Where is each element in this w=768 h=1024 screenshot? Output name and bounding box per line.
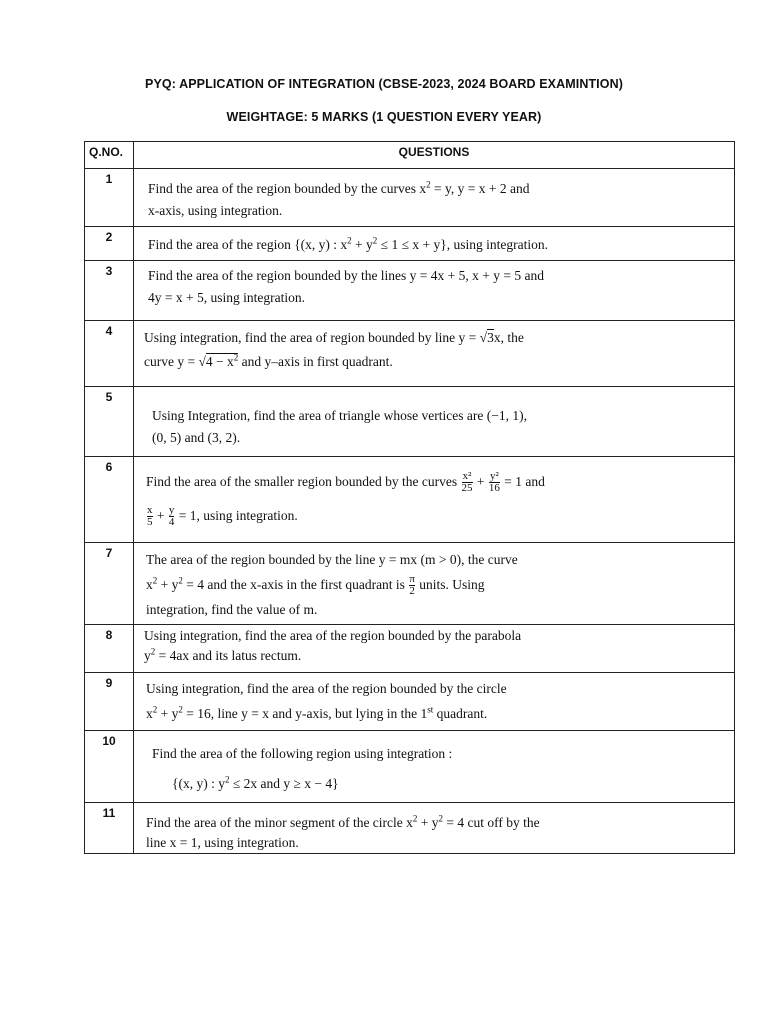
question-text: Find the area of the minor segment of the circle $x^2 + y^2 = 4$ cut off by the line x = 1, using integration. [134,803,735,854]
table-row [85,543,735,625]
question-number: 11 [85,803,134,854]
question-text: Find the area of the region {(x, y) : $x^2 + y^2 \le 1 \le x + y$}, using integration. [134,227,735,261]
question-number: 2 [85,227,134,261]
question-text: Using integration, find the area of region bounded by line y = √3x, the curve $y = √4 - x^2$ and y–axis in first quadrant. [134,321,735,387]
question-number: 8 [85,625,134,673]
table-row [85,457,735,543]
table-row [85,673,735,731]
question-number: 10 [85,731,134,803]
page-title: PYQ: APPLICATION OF INTEGRATION (CBSE-2023, 2024 BOARD EXAMINTION) [145,77,623,91]
page-subtitle: WEIGHTAGE: 5 MARKS (1 QUESTION EVERY YEAR) [226,110,542,124]
column-header-questions: QUESTIONS [134,142,735,169]
question-number: 6 [85,457,134,543]
table-row [85,625,735,673]
table-row [85,261,735,321]
table-header-row [85,142,735,169]
question-text: Find the area of the region bounded by the lines y = 4x + 5, x + y = 5 and 4y = x + 5, using integration. [134,261,735,321]
question-text: Using integration, find the area of the region bounded by the parabola $y^2 = 4ax$ and its latus rectum. [134,625,735,673]
table-row [85,227,735,261]
question-text: Using Integration, find the area of triangle whose vertices are (−1, 1), (0, 5) and (3, 2). [134,387,735,457]
question-text: Find the area of the smaller region bounded by the curves $\frac{\text{x²}}{25}$ + $\frac{\text{y²}}{16}$ = 1 and $\frac{x}{5}$ + $\frac{y}{4}$ = 1, using integration. [134,457,735,543]
question-text: Find the area of the following region using integration : {(x, y) : $y^2 \le 2x$ and y ≥ x − 4} [134,731,735,803]
table-row [85,321,735,387]
question-number: 7 [85,543,134,625]
question-text: Using integration, find the area of the region bounded by the circle $x^2 + y^2 = 16$, line y = x and y-axis, but lying in the 1st quadrant. [134,673,735,731]
question-number: 5 [85,387,134,457]
question-number: 3 [85,261,134,321]
questions-table [84,141,735,854]
question-number: 1 [85,169,134,227]
question-text: The area of the region bounded by the line y = mx (m > 0), the curve $x^2 + y^2 = 4$ and the x-axis in the first quadrant is $\frac{\pi}{2}$ units. Using integration, find the value of m. [134,543,735,625]
table-row [85,169,735,227]
table-row [85,803,735,854]
question-number: 4 [85,321,134,387]
table-row [85,731,735,803]
column-header-qno: Q.NO. [85,142,134,169]
question-text: Find the area of the region bounded by the curves $x^2 = y$, y = x + 2 and x-axis, using integration. [134,169,735,227]
table-row [85,387,735,457]
question-number: 9 [85,673,134,731]
